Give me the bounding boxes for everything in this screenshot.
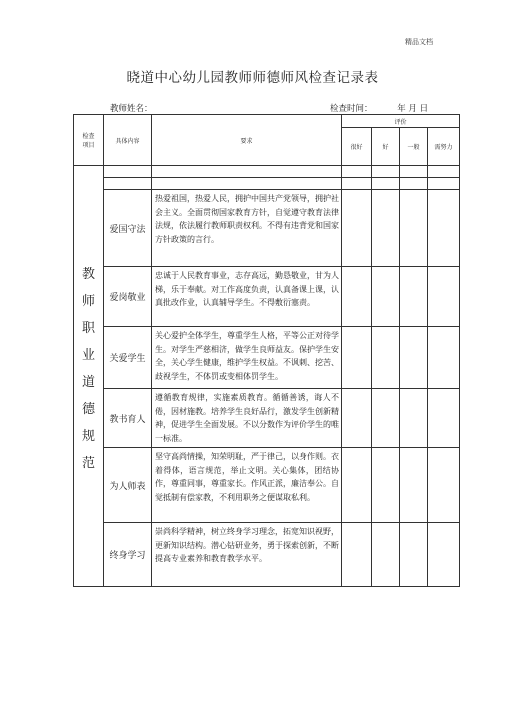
rating-cell[interactable] [400, 448, 428, 523]
rating-cell[interactable] [428, 267, 460, 327]
check-time-label-text: 检查时间： [330, 104, 373, 114]
rating-level: 很好 [342, 128, 372, 166]
rating-cell[interactable] [428, 523, 460, 587]
rating-cell[interactable] [428, 178, 460, 190]
rating-cell[interactable] [400, 267, 428, 327]
header-project: 检查 项目 [74, 115, 104, 166]
rating-cell[interactable] [428, 327, 460, 389]
rating-cell[interactable] [400, 523, 428, 587]
rating-cell[interactable] [400, 327, 428, 389]
requirement-text: 忠诚于人民教育事业，志存高远，勤恳敬业，甘为人梯，乐于奉献。对工作高度负责，认真备课上课，认真批改作业，认真辅导学生。不得敷衍塞责。 [152, 267, 342, 327]
rating-cell[interactable] [342, 190, 372, 267]
rating-cell[interactable] [372, 190, 400, 267]
rating-cell[interactable] [400, 166, 428, 178]
blank-cell [104, 178, 152, 190]
rating-level: 一般 [400, 128, 428, 166]
rating-cell[interactable] [342, 267, 372, 327]
inspection-table [73, 114, 460, 587]
rating-level: 需努力 [428, 128, 460, 166]
item-label: 终身学习 [104, 523, 152, 587]
rating-cell[interactable] [428, 190, 460, 267]
rating-level: 好 [372, 128, 400, 166]
header-requirement: 要求 [152, 115, 342, 166]
header-rating: 评价 [342, 115, 460, 128]
item-label: 爱国守法 [104, 190, 152, 267]
rating-cell[interactable] [400, 178, 428, 190]
item-label: 爱岗敬业 [104, 267, 152, 327]
requirement-text: 坚守高尚情操，知荣明耻，严于律己，以身作则。衣着得体，语言规范，举止文明。关心集体，团结协作，尊重同事，尊重家长。作风正派，廉洁奉公。自觉抵制有偿家教，不利用职务之便谋取私利。 [152, 448, 342, 523]
requirement-text: 关心爱护全体学生，尊重学生人格，平等公正对待学生。对学生严慈相济，做学生良师益友。保护学生安全，关心学生健康，维护学生权益。不讽刺、挖苦、歧视学生，不体罚或变相体罚学生。 [152, 327, 342, 389]
rating-cell[interactable] [372, 327, 400, 389]
requirement-text: 热爱祖国，热爱人民，拥护中国共产党领导，拥护社会主义。全面贯彻国家教育方针，自觉遵守教育法律法规，依法履行教师职责权利。不得有违背党和国家方针政策的言行。 [152, 190, 342, 267]
rating-cell[interactable] [428, 389, 460, 448]
category-label: 教 师 职 业 道 德 规 范 [74, 166, 104, 587]
rating-cell[interactable] [342, 178, 372, 190]
rating-cell[interactable] [342, 523, 372, 587]
rating-cell[interactable] [372, 267, 400, 327]
header-note: 精品文档 [405, 38, 433, 46]
rating-cell[interactable] [372, 448, 400, 523]
header-content: 具体内容 [104, 115, 152, 166]
page-title: 晓道中心幼儿园教师师德师风检查记录表 [126, 70, 379, 86]
requirement-text: 崇尚科学精神，树立终身学习理念，拓宽知识视野，更新知识结构。潜心钻研业务，勇于探索创新，不断提高专业素养和教育教学水平。 [152, 523, 342, 587]
blank-cell [104, 166, 152, 178]
rating-cell[interactable] [428, 166, 460, 178]
blank-cell [152, 166, 342, 178]
rating-cell[interactable] [342, 166, 372, 178]
item-label: 关爱学生 [104, 327, 152, 389]
check-time-value: 年 月 日 [397, 104, 429, 114]
rating-cell[interactable] [342, 327, 372, 389]
rating-cell[interactable] [342, 448, 372, 523]
rating-cell[interactable] [428, 448, 460, 523]
rating-cell[interactable] [342, 389, 372, 448]
rating-cell[interactable] [372, 166, 400, 178]
rating-cell[interactable] [372, 523, 400, 587]
teacher-name-label: 教师姓名： [110, 104, 153, 114]
check-time-label [330, 102, 428, 114]
blank-cell [152, 178, 342, 190]
item-label: 为人师表 [104, 448, 152, 523]
rating-cell[interactable] [400, 190, 428, 267]
requirement-text: 遵循教育规律，实施素质教育。循循善诱，诲人不倦，因材施教。培养学生良好品行，激发学生创新精神，促进学生全面发展。不以分数作为评价学生的唯一标准。 [152, 389, 342, 448]
item-label: 教书育人 [104, 389, 152, 448]
rating-cell[interactable] [372, 178, 400, 190]
rating-cell[interactable] [400, 389, 428, 448]
rating-cell[interactable] [372, 389, 400, 448]
